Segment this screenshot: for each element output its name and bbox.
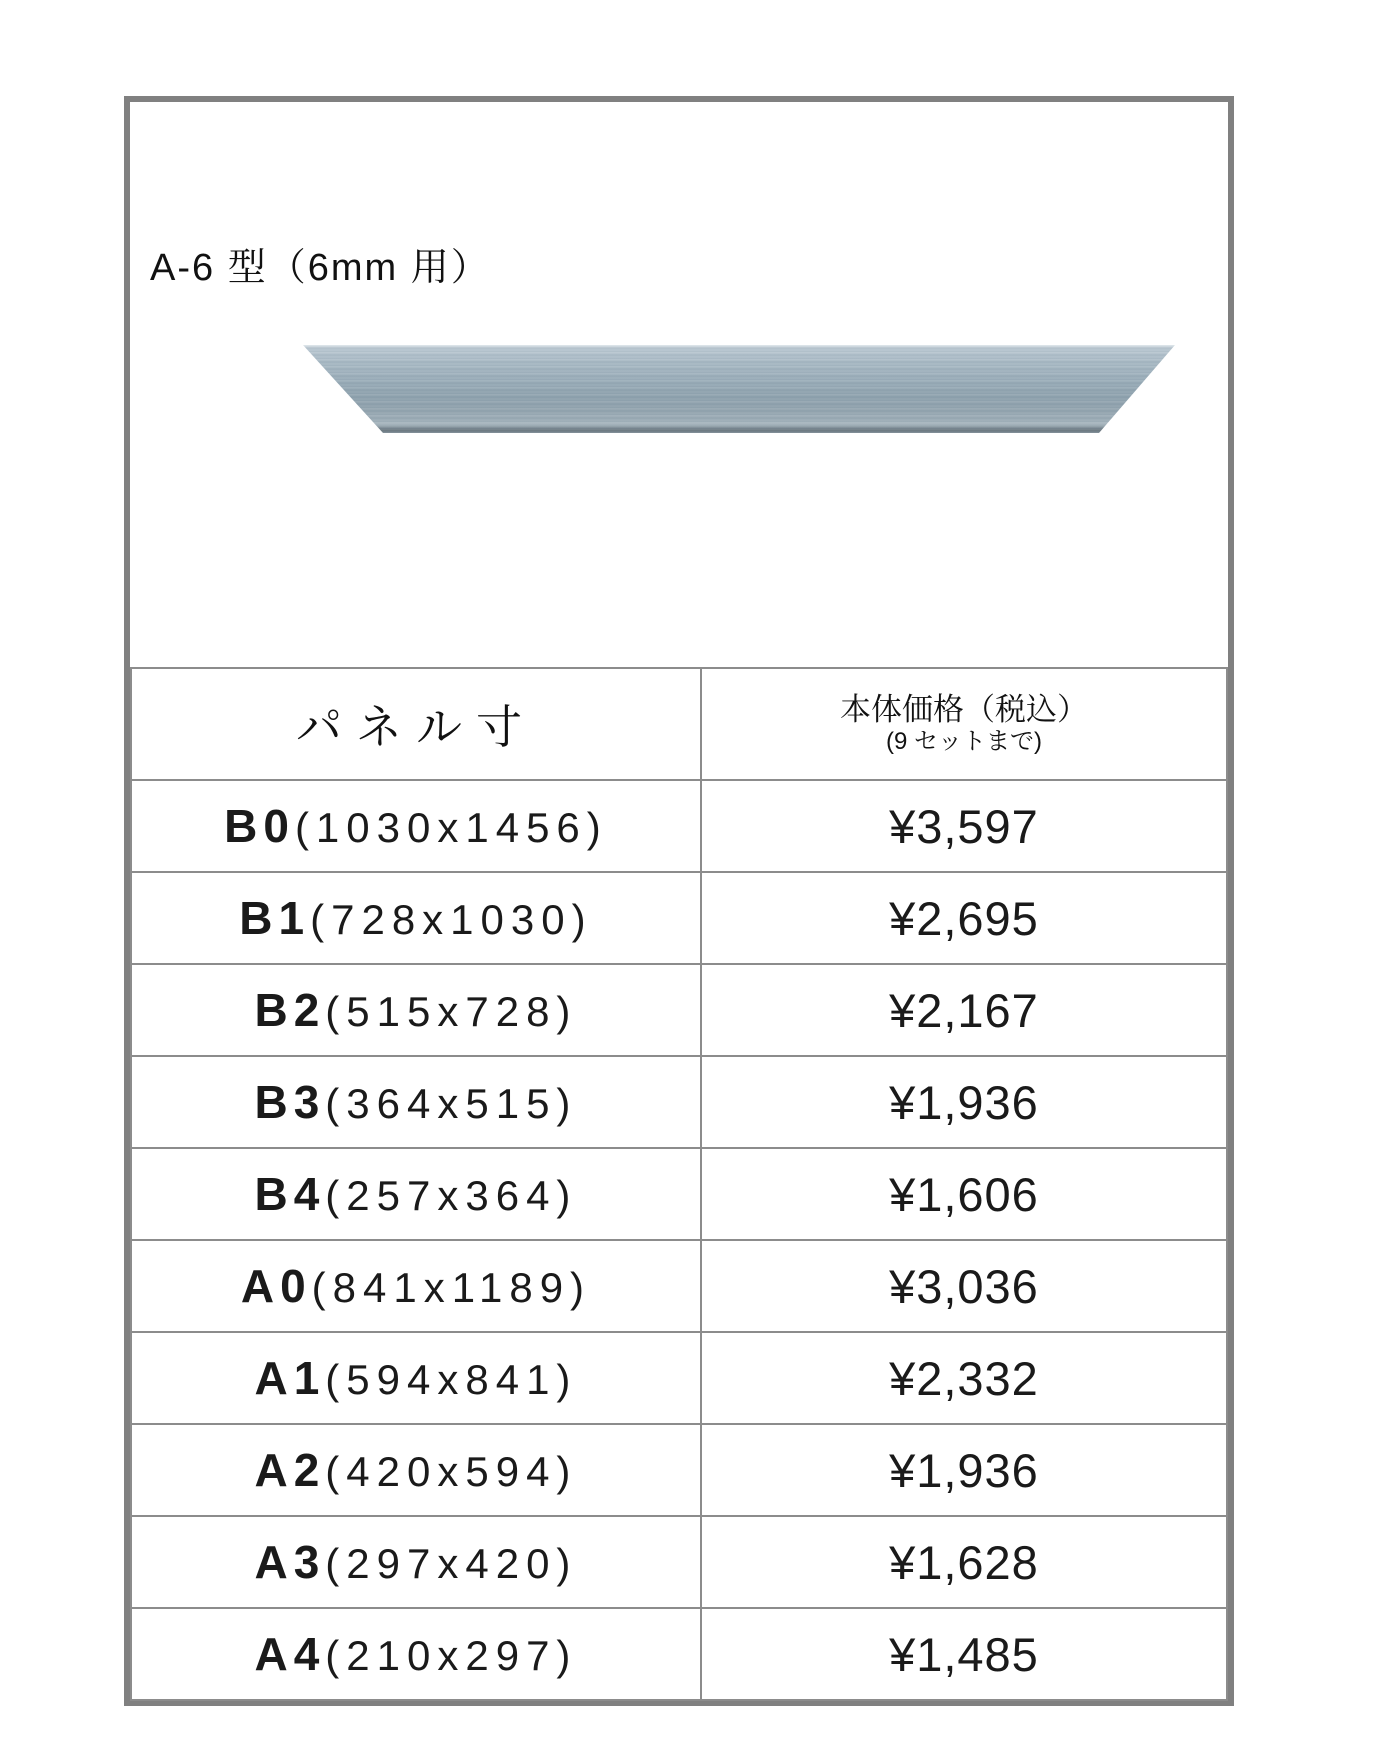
panel-size-cell [131,1608,701,1700]
price-header [701,668,1227,780]
price-value: ¥1,936 [889,1075,1039,1129]
table-row [131,1516,1227,1608]
table-row [131,1332,1227,1424]
panel-size-cell [131,872,701,964]
panel-size-dimensions: (728x1030) [310,896,593,943]
price-cell [701,1056,1227,1148]
price-value: ¥2,167 [889,983,1039,1037]
panel-size-code: B2 [254,984,326,1036]
table-row [131,1424,1227,1516]
price-value: ¥1,628 [889,1535,1039,1589]
table-row [131,1056,1227,1148]
table-header-row [131,668,1227,780]
panel-size-code: A2 [254,1444,326,1496]
panel-size-dimensions: (364x515) [325,1080,578,1127]
panel-size-cell [131,1148,701,1240]
panel-size-code: B4 [254,1168,326,1220]
panel-size-cell [131,1516,701,1608]
panel-size-dimensions: (841x1189) [311,1264,592,1311]
panel-size-dimensions: (594x841) [325,1356,578,1403]
panel-size-cell [131,1240,701,1332]
price-header-main: 本体価格（税込） [839,692,1088,727]
price-value: ¥2,332 [889,1351,1039,1405]
panel-size-dimensions: (1030x1456) [294,804,608,851]
panel-size-cell [131,964,701,1056]
price-table [130,667,1228,1701]
panel-size-dimensions: (210x297) [325,1632,578,1679]
price-value: ¥3,036 [889,1259,1039,1313]
page-frame [124,96,1234,1706]
price-cell [701,1240,1227,1332]
price-value: ¥2,695 [889,891,1039,945]
price-cell [701,1332,1227,1424]
panel-size-code: A3 [254,1536,326,1588]
panel-size-cell [131,780,701,872]
aluminum-frame-profile-image [303,345,1175,433]
panel-size-code: A4 [254,1628,326,1680]
page-title: A-6 型（6mm 用） [150,247,491,289]
panel-size-code: B0 [224,800,295,852]
table-row [131,1608,1227,1700]
price-cell [701,964,1227,1056]
table-row [131,1240,1227,1332]
panel-size-cell [131,1332,701,1424]
panel-size-cell [131,1424,701,1516]
panel-size-dimensions: (515x728) [325,988,578,1035]
price-value: ¥1,485 [889,1627,1039,1681]
panel-size-dimensions: (257x364) [325,1172,578,1219]
table-row [131,780,1227,872]
price-value: ¥1,936 [889,1443,1039,1497]
panel-size-cell [131,1056,701,1148]
table-row [131,1148,1227,1240]
panel-size-code: B1 [239,892,311,944]
panel-size-code: B3 [254,1076,326,1128]
panel-size-code: A0 [240,1260,312,1312]
panel-size-dimensions: (420x594) [325,1448,578,1495]
price-cell [701,1424,1227,1516]
price-cell [701,780,1227,872]
panel-size-header: パネル寸 [131,668,701,780]
price-cell [701,1608,1227,1700]
price-cell [701,872,1227,964]
price-cell [701,1148,1227,1240]
price-header-note: (9 セットまで) [885,728,1042,755]
table-row [131,872,1227,964]
table-row [131,964,1227,1056]
panel-size-dimensions: (297x420) [325,1540,578,1587]
price-table-body [131,668,1227,1700]
price-cell [701,1516,1227,1608]
price-value: ¥1,606 [889,1167,1039,1221]
panel-size-code: A1 [254,1352,326,1404]
price-value: ¥3,597 [889,799,1039,853]
